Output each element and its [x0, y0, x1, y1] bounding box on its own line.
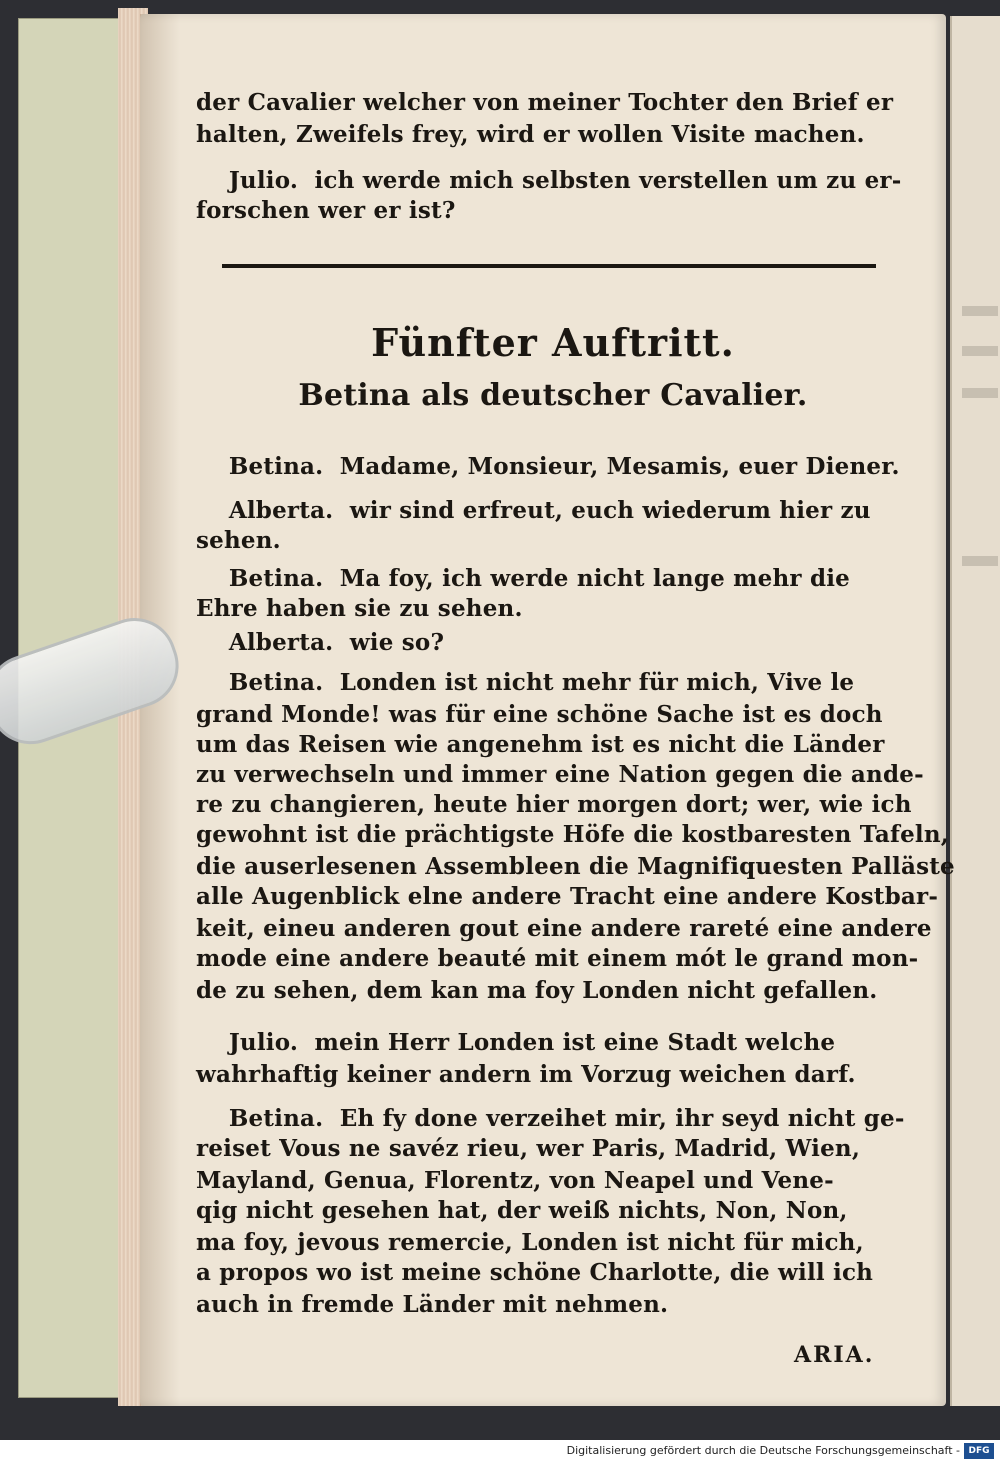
text-line: Betina. Eh fy done verzeihet mir, ihr seyd nicht ge- [196, 1105, 905, 1132]
text-line: die auserlesenen Assembleen die Magnifiquesten Palläste [196, 853, 955, 880]
text-line: Mayland, Genua, Florentz, von Neapel und Vene- [196, 1167, 834, 1194]
section-divider [222, 264, 876, 268]
text-line: zu verwechseln und immer eine Nation gegen die ande- [196, 761, 924, 788]
adjacent-page [950, 16, 1000, 1406]
text-line: wahrhaftig keiner andern im Vorzug weichen darf. [196, 1061, 856, 1088]
dfg-logo-icon: DFG [964, 1443, 994, 1459]
text-line: sehen. [196, 527, 281, 554]
footer-credit: Digitalisierung gefördert durch die Deutsche Forschungsgemeinschaft - [566, 1444, 960, 1457]
text-line: Alberta. wir sind erfreut, euch wiederum hier zu [196, 497, 871, 524]
text-line: alle Augenblick elne andere Tracht eine andere Kostbar- [196, 883, 939, 910]
text-line: Julio. ich werde mich selbsten verstellen um zu er- [196, 167, 902, 194]
text-line: a propos wo ist meine schöne Charlotte, die will ich [196, 1259, 874, 1286]
text-line: ma foy, jevous remercie, Londen ist nicht für mich, [196, 1229, 864, 1256]
text-line: qig nicht gesehen hat, der weiß nichts, Non, Non, [196, 1197, 848, 1224]
text-line: Betina. Ma foy, ich werde nicht lange mehr die [196, 565, 851, 592]
text-line: gewohnt ist die prächtigste Höfe die kostbaresten Tafeln, [196, 821, 949, 848]
text-line: forschen wer er ist? [196, 197, 456, 224]
text-line: auch in fremde Länder mit nehmen. [196, 1291, 669, 1318]
text-line: mode eine andere beauté mit einem mót le grand mon- [196, 945, 919, 972]
catchword: ARIA. [794, 1342, 875, 1368]
text-line: Betina. Londen ist nicht mehr für mich, Vive le [196, 669, 855, 696]
text-line: re zu changieren, heute hier morgen dort; wer, wie ich [196, 791, 912, 818]
text-line: der Cavalier welcher von meiner Tochter den Brief er [196, 89, 894, 116]
text-line: halten, Zweifels frey, wird er wollen Visite machen. [196, 121, 865, 148]
text-line: Ehre haben sie zu sehen. [196, 595, 523, 622]
text-line: Alberta. wie so? [196, 629, 445, 656]
text-line: grand Monde! was für eine schöne Sache ist es doch [196, 701, 883, 728]
scene-subtitle: Betina als deutscher Cavalier. [298, 378, 808, 413]
text-line: um das Reisen wie angenehm ist es nicht die Länder [196, 731, 885, 758]
text-line: keit, eineu anderen gout eine andere rareté eine andere [196, 915, 932, 942]
text-line: Julio. mein Herr Londen ist eine Stadt welche [196, 1029, 836, 1056]
scene-title: Fünfter Auftritt. [371, 320, 735, 365]
text-line: Betina. Madame, Monsieur, Mesamis, euer Diener. [196, 453, 900, 480]
text-line: reiset Vous ne savéz rieu, wer Paris, Madrid, Wien, [196, 1135, 861, 1162]
footer-bar [0, 1440, 1000, 1464]
text-line: de zu sehen, dem kan ma foy Londen nicht gefallen. [196, 977, 878, 1004]
gutter-shadow [140, 14, 180, 1406]
